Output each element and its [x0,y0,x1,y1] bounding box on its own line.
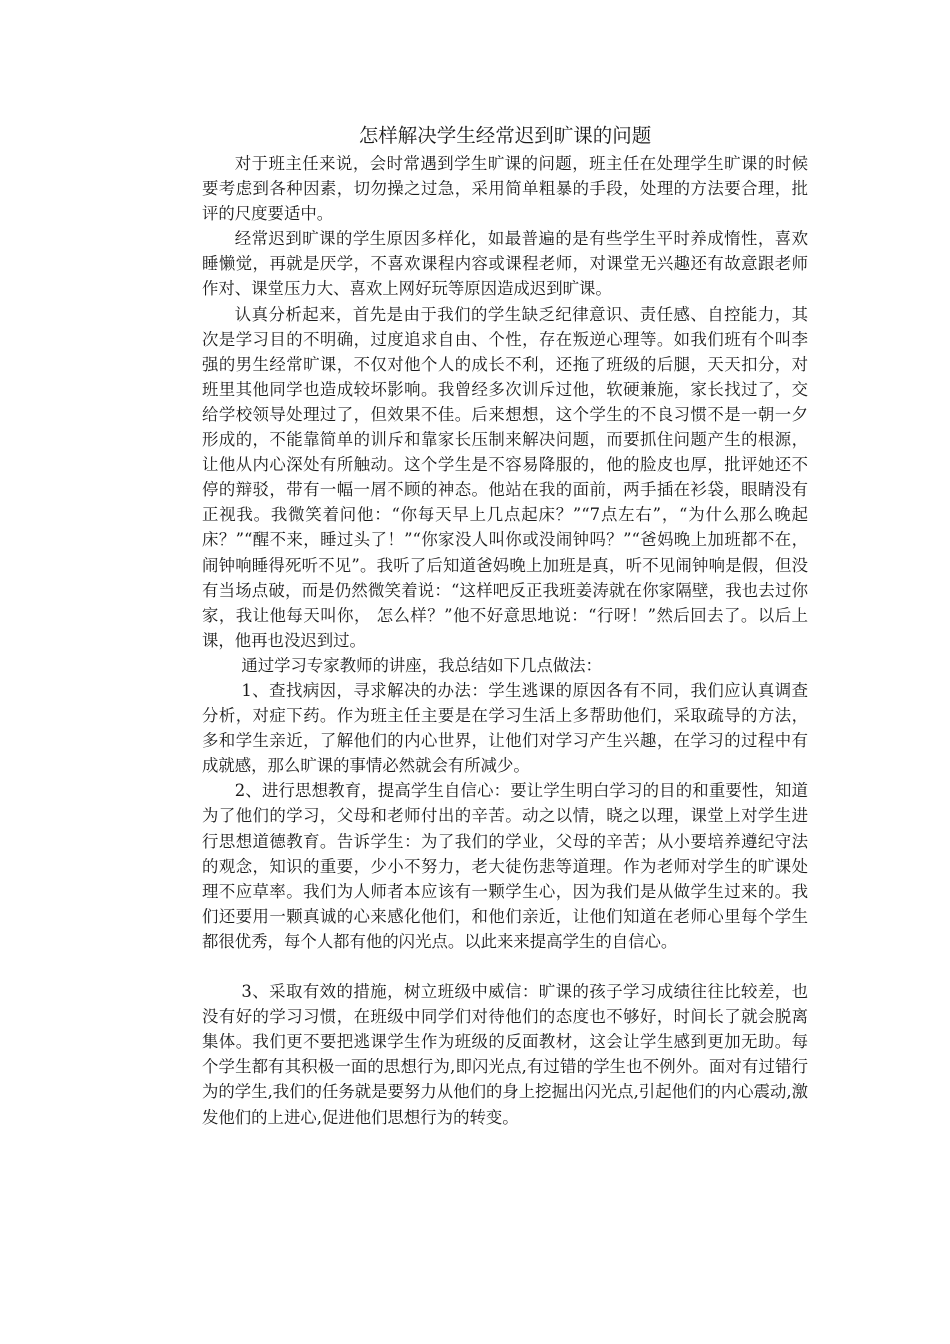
paragraph-method-2: 2、进行思想教育，提高学生自信心：要让学生明白学习的目的和重要性，知道为了他们的学习，父母和老师付出的辛苦。动之以情，晓之以理，课堂上对学生进行思想道德教育。告诉学生：为了我们的学业，父母的辛苦；从小要培养遵纪守法的观念，知识的重要，少小不努力，老大徒伤悲等道理。作为老师对学生的旷课处理不应草率。我们为人师者本应该有一颗学生心，因为我们是从做学生过来的。我们还要用一颗真诚的心来感化他们，和他们亲近，让他们知道在老师心里每个学生都很优秀，每个人都有他的闪光点。以此来来提高学生的自信心。 [202,781,808,951]
paragraph-analysis: 认真分析起来，首先是由于我们的学生缺乏纪律意识、责任感、自控能力，其次是学习目的不明确，过度追求自由、个性，存在叛逆心理等。如我们班有个叫李强的男生经常旷课，不仅对他个人的成长不利，还拖了班级的后腿，天天扣分，对班里其他同学也造成较坏影响。我曾经多次训斥过他，软硬兼施，家长找过了，交给学校领导处理过了，但效果不佳。后来想想，这个学生的不良习惯不是一朝一夕形成的，不能靠简单的训斥和靠家长压制来解决问题，而要抓住问题产生的根源，让他从内心深处有所触动。这个学生是不容易降服的，他的脸皮也厚，批评她还不停的辩驳，带有一幅一屑不顾的神态。他站在我的面前，两手插在衫袋，眼睛没有正视我。我微笑着问他：“你每天早上几点起床？”“7点左右”，“为什么那么晚起床？”“醒不来，睡过头了！”“你家没人叫你或没闹钟吗？”“爸妈晚上加班都不在，闹钟响睡得死听不见”。我听了后知道爸妈晚上加班是真，听不见闹钟响是假，但没有当场点破，而是仍然微笑着说：“这样吧反正我班姜涛就在你家隔壁，我也去过你家，我让他每天叫你， 怎么样？”他不好意思地说：“行呀！”然后回去了。以后上课，他再也没迟到过。 [202,304,808,650]
document-page [202,121,808,1130]
paragraph-methods-intro: 通过学习专家教师的讲座，我总结如下几点做法： [241,655,602,675]
paragraph-causes: 经常迟到旷课的学生原因多样化，如最普遍的是有些学生平时养成惰性，喜欢睡懒觉，再就是厌学，不喜欢课程内容或课程老师，对课堂无兴趣还有故意跟老师作对、课堂压力大、喜欢上网好玩等原因造成迟到旷课。 [202,229,808,299]
document-title: 怎样解决学生经常迟到旷课的问题 [358,124,652,147]
paragraph-method-1: 1、查找病因，寻求解决的办法：学生逃课的原因各有不同，我们应认真调查分析，对症下药。作为班主任主要是在学习生活上多帮助他们，采取疏导的方法，多和学生亲近，了解他们的内心世界，让他们对学习产生兴趣，在学习的过程中有成就感，那么旷课的事情必然就会有所减少。 [202,680,808,776]
paragraph-method-3: 3、采取有效的措施，树立班级中威信：旷课的孩子学习成绩往往比较差，也没有好的学习习惯，在班级中同学们对待他们的态度也不够好，时间长了就会脱离集体。我们更不要把逃课学生作为班级的反面教材，这会让学生感到更加无助。每个学生都有其积极一面的思想行为,即闪光点,有过错的学生也不例外。面对有过错行为的学生,我们的任务就是要努力从他们的身上挖掘出闪光点,引起他们的内心震动,激发他们的上进心,促进他们思想行为的转变。 [202,982,808,1127]
paragraph-intro: 对于班主任来说，会时常遇到学生旷课的问题，班主任在处理学生旷课的时候要考虑到各种因素，切勿操之过急，采用简单粗暴的手段，处理的方法要合理，批评的尺度要适中。 [202,154,808,224]
blank-line [202,954,808,979]
